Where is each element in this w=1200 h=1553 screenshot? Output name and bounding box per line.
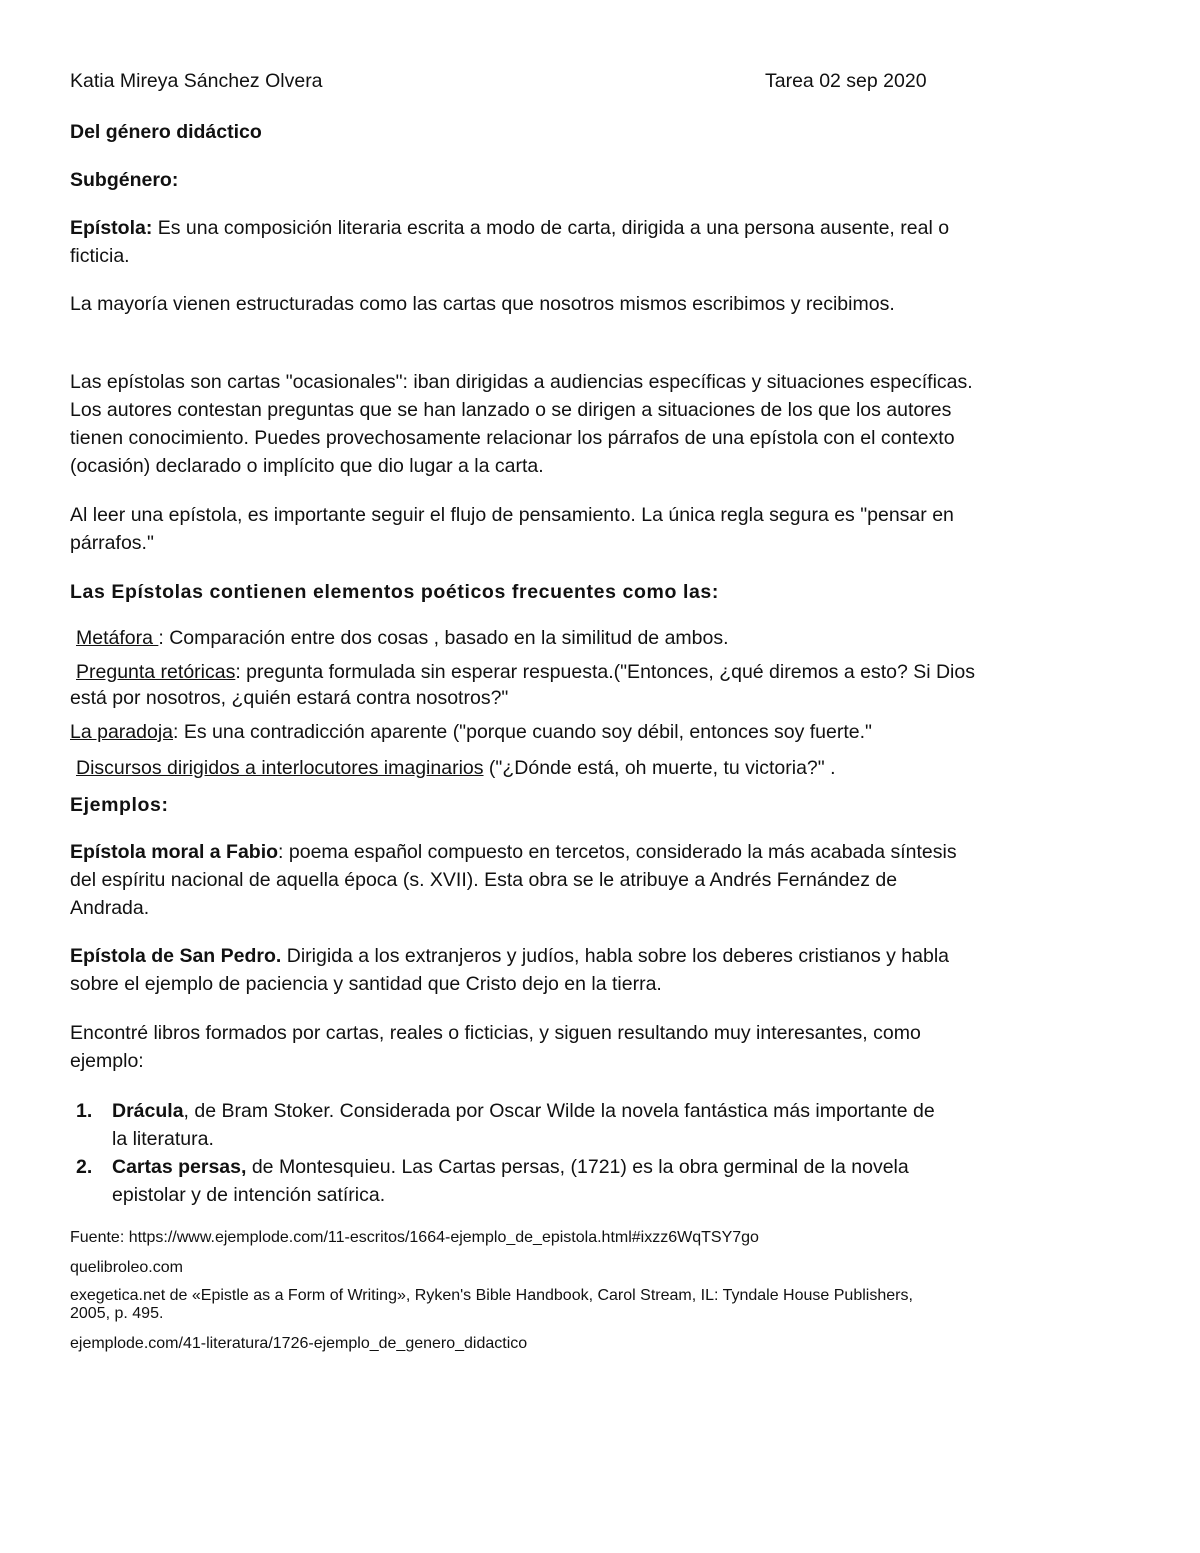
- source-link: ejemplode.com/41-literatura/1726-ejemplo_de_genero_didactico: [70, 1335, 528, 1352]
- ejemplo-fabio: Epístola moral a Fabio: poema español compuesto en tercetos, considerado la más acabada síntesis del espíritu nacional de aquella época (s. XVII). Esta obra se le atribuye a Andrés Fernández de Andrada.: [70, 841, 957, 919]
- paragraph-encontre: Encontré libros formados por cartas, reales o ficticias, y siguen resultando muy interesantes, como ejemplo:: [70, 1022, 921, 1072]
- ejemplo-pedro: Epístola de San Pedro. Dirigida a los extranjeros y judíos, habla sobre los deberes cristianos y habla sobre el ejemplo de paciencia y santidad que Cristo dejo en la tierra.: [70, 945, 949, 995]
- list-item: 1. Drácula, de Bram Stoker. Considerada por Oscar Wilde la novela fantástica más importante de la literatura.: [76, 1100, 935, 1150]
- source-citation: exegetica.net de «Epistle as a Form of Writing», Ryken's Bible Handbook, Carol Stream, IL: Tyndale House Publishers, 2005, p. 495.: [70, 1287, 913, 1322]
- heading-subgenre: Subgénero:: [70, 169, 179, 191]
- author-name: Katia Mireya Sánchez Olvera: [70, 70, 323, 92]
- elemento-discursos: Discursos dirigidos a interlocutores imaginarios ("¿Dónde está, oh muerte, tu victoria?" .: [76, 757, 836, 779]
- libros-list: [70, 1097, 950, 1209]
- elemento-pregunta: Pregunta retóricas: pregunta formulada sin esperar respuesta.("Entonces, ¿qué diremos a esto? Si Dios está por nosotros, ¿quién estará contra nosotros?": [70, 661, 975, 709]
- list-item: 2. Cartas persas, de Montesquieu. Las Cartas persas, (1721) es la obra germinal de la novela epistolar y de intención satírica.: [76, 1156, 909, 1206]
- heading-elementos: Las Epístolas contienen elementos poéticos frecuentes como las:: [70, 581, 719, 603]
- heading-ejemplos: Ejemplos:: [70, 794, 169, 816]
- paragraph-mayoria: La mayoría vienen estructuradas como las cartas que nosotros mismos escribimos y recibimos.: [70, 293, 895, 315]
- elemento-metafora: Metáfora : Comparación entre dos cosas , basado en la similitud de ambos.: [76, 627, 729, 649]
- source-link: Fuente: https://www.ejemplode.com/11-escritos/1664-ejemplo_de_epistola.html#ixzz6WqTSY7go: [70, 1229, 759, 1246]
- epistola-term: Epístola:: [70, 217, 153, 239]
- assignment-date: Tarea 02 sep 2020: [765, 70, 927, 92]
- paragraph-leer: Al leer una epístola, es importante seguir el flujo de pensamiento. La única regla segura es "pensar en párrafos.": [70, 504, 954, 554]
- epistola-definition: Epístola: Es una composición literaria escrita a modo de carta, dirigida a una persona ausente, real o ficticia.: [70, 217, 950, 267]
- paragraph-ocasionales: Las epístolas son cartas "ocasionales": iban dirigidas a audiencias específicas y situaciones específicas. Los autores contestan preguntas que se han lanzado o se dirigen a situaciones de los que los autores tienen conocimiento. Puedes provechosamente relacionar los párrafos de una epístola con el contexto (ocasión) declarado o implícito que dio lugar a la carta.: [70, 371, 973, 477]
- heading-genre: Del género didáctico: [70, 121, 262, 143]
- elemento-paradoja: La paradoja: Es una contradicción aparente ("porque cuando soy débil, entonces soy fuerte.": [70, 721, 872, 743]
- source-link: quelibroleo.com: [70, 1259, 183, 1276]
